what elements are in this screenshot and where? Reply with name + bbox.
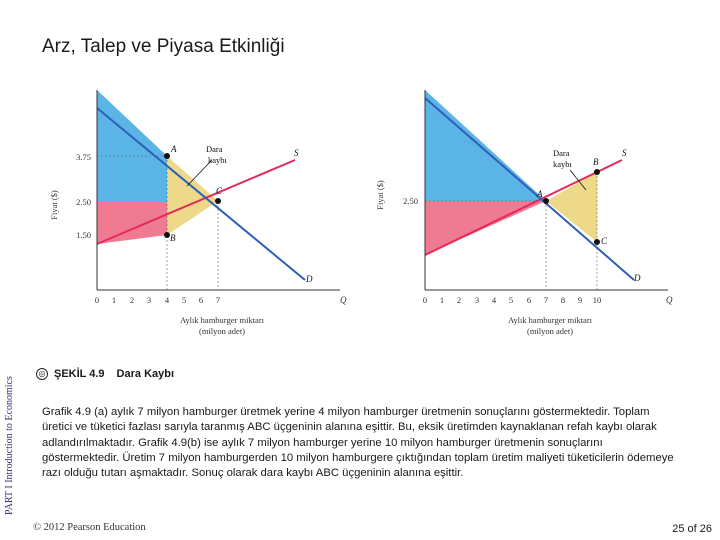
- figure-caption: Dara Kaybı: [116, 368, 175, 380]
- figure-label: [36, 368, 174, 380]
- figure-marker-icon: ◎: [36, 368, 48, 380]
- x-tick-a-1: 1: [111, 295, 117, 305]
- point-a-a: [164, 153, 170, 159]
- point-a-b: [543, 198, 549, 204]
- copyright: © 2012 Pearson Education: [33, 522, 146, 533]
- point-b-b: [594, 169, 600, 175]
- x-tick-b-7: 7: [543, 295, 549, 305]
- x-tick-b-6: 6: [526, 295, 532, 305]
- y-tick-a-0: 3.75: [76, 152, 91, 162]
- label-a-b: A: [537, 189, 543, 199]
- x-tick-a-0: 0: [94, 295, 100, 305]
- x-tick-b-5: 5: [508, 295, 514, 305]
- x-tick-a-3: 3: [146, 295, 152, 305]
- label-dara-b-2: kaybı: [553, 159, 572, 169]
- x-axis-label-b-1: Aylık hamburger miktarı: [507, 315, 593, 325]
- label-c-a: C: [216, 186, 223, 196]
- x-tick-a-2: 2: [129, 295, 135, 305]
- x-tick-b-2: 2: [456, 295, 462, 305]
- x-tick-b-4: 4: [491, 295, 497, 305]
- label-b-a: B: [170, 233, 176, 243]
- deadweight-loss-figure: [40, 90, 680, 350]
- figure-number: ŞEKİL 4.9: [54, 368, 105, 380]
- x-axis-label-b-2: (milyon adet): [526, 326, 574, 336]
- label-b-b: B: [593, 157, 599, 167]
- x-tick-b-0: 0: [422, 295, 428, 305]
- label-c-b: C: [601, 236, 608, 246]
- y-axis-label-b: Fiyat ($): [375, 180, 385, 210]
- x-tick-a-7: 7: [215, 295, 221, 305]
- label-dara-a-1: Dara: [206, 144, 223, 154]
- slide-title: Arz, Talep ve Piyasa Etkinliği: [42, 36, 285, 57]
- x-tick-a-6: 6: [198, 295, 204, 305]
- x-axis-label-a-1: Aylık hamburger miktarı: [179, 315, 265, 325]
- y-tick-a-1: 2.50: [76, 197, 91, 207]
- side-label: PART I Introduction to Economics: [4, 376, 15, 515]
- label-s-b: S: [622, 148, 627, 158]
- x-axis-label-a-2: (milyon adet): [198, 326, 246, 336]
- label-d-a: D: [306, 274, 313, 284]
- producer-surplus-area-a: [97, 202, 167, 244]
- x-tick-b-9: 9: [577, 295, 583, 305]
- point-c-b: [594, 239, 600, 245]
- consumer-surplus-area-a: [97, 90, 167, 202]
- point-c-a: [215, 198, 221, 204]
- x-tick-a-5: 5: [181, 295, 187, 305]
- y-tick-a-2: 1.50: [76, 230, 91, 240]
- q-label-b: Q: [666, 295, 673, 305]
- label-dara-a-2: kaybı: [208, 155, 227, 165]
- x-tick-a-4: 4: [164, 295, 170, 305]
- x-tick-b-10: 10: [592, 295, 602, 305]
- x-tick-b-8: 8: [560, 295, 566, 305]
- label-d-b: D: [634, 273, 641, 283]
- label-s-a: S: [294, 148, 299, 158]
- page-number: 25 of 26: [672, 523, 712, 535]
- deadweight-area-b: [546, 172, 597, 242]
- y-axis-label-a: Fiyat ($): [49, 190, 59, 220]
- consumer-surplus-area-b: [425, 90, 546, 201]
- y-tick-b-0: 2.50: [403, 196, 418, 206]
- panel-b: [375, 90, 673, 336]
- label-a-a: A: [171, 144, 177, 154]
- q-label-a: Q: [340, 295, 347, 305]
- label-dara-b-1: Dara: [553, 148, 570, 158]
- x-tick-b-3: 3: [474, 295, 480, 305]
- body-paragraph: Grafik 4.9 (a) aylık 7 milyon hamburger üretmek yerine 4 milyon hamburger üretmenin sonuçlarını göstermektedir. Toplam üretici ve tüketici fazlası sarıyla taranmış ABC üçgeninin alanına eşittir. Bu, eksik üretimden kaynaklanan refah kaybı olarak adlandırılmaktadır. Grafik 4.9(b) ise aylık 7 milyon hamburger yerine 10 milyon hamburger üretmenin sonuçlarını göstermektedir. Üretim 7 milyon hamburgerden 10 milyon hamburgere çıktığından toplam üretim maliyeti tüketicilerin ödemeye razı olduğu tutarı aşmaktadır. Sonuç olarak dara kaybı ABC üçgeninin alanına eşittir.: [42, 406, 674, 480]
- panel-a: [49, 90, 347, 336]
- x-tick-b-1: 1: [439, 295, 445, 305]
